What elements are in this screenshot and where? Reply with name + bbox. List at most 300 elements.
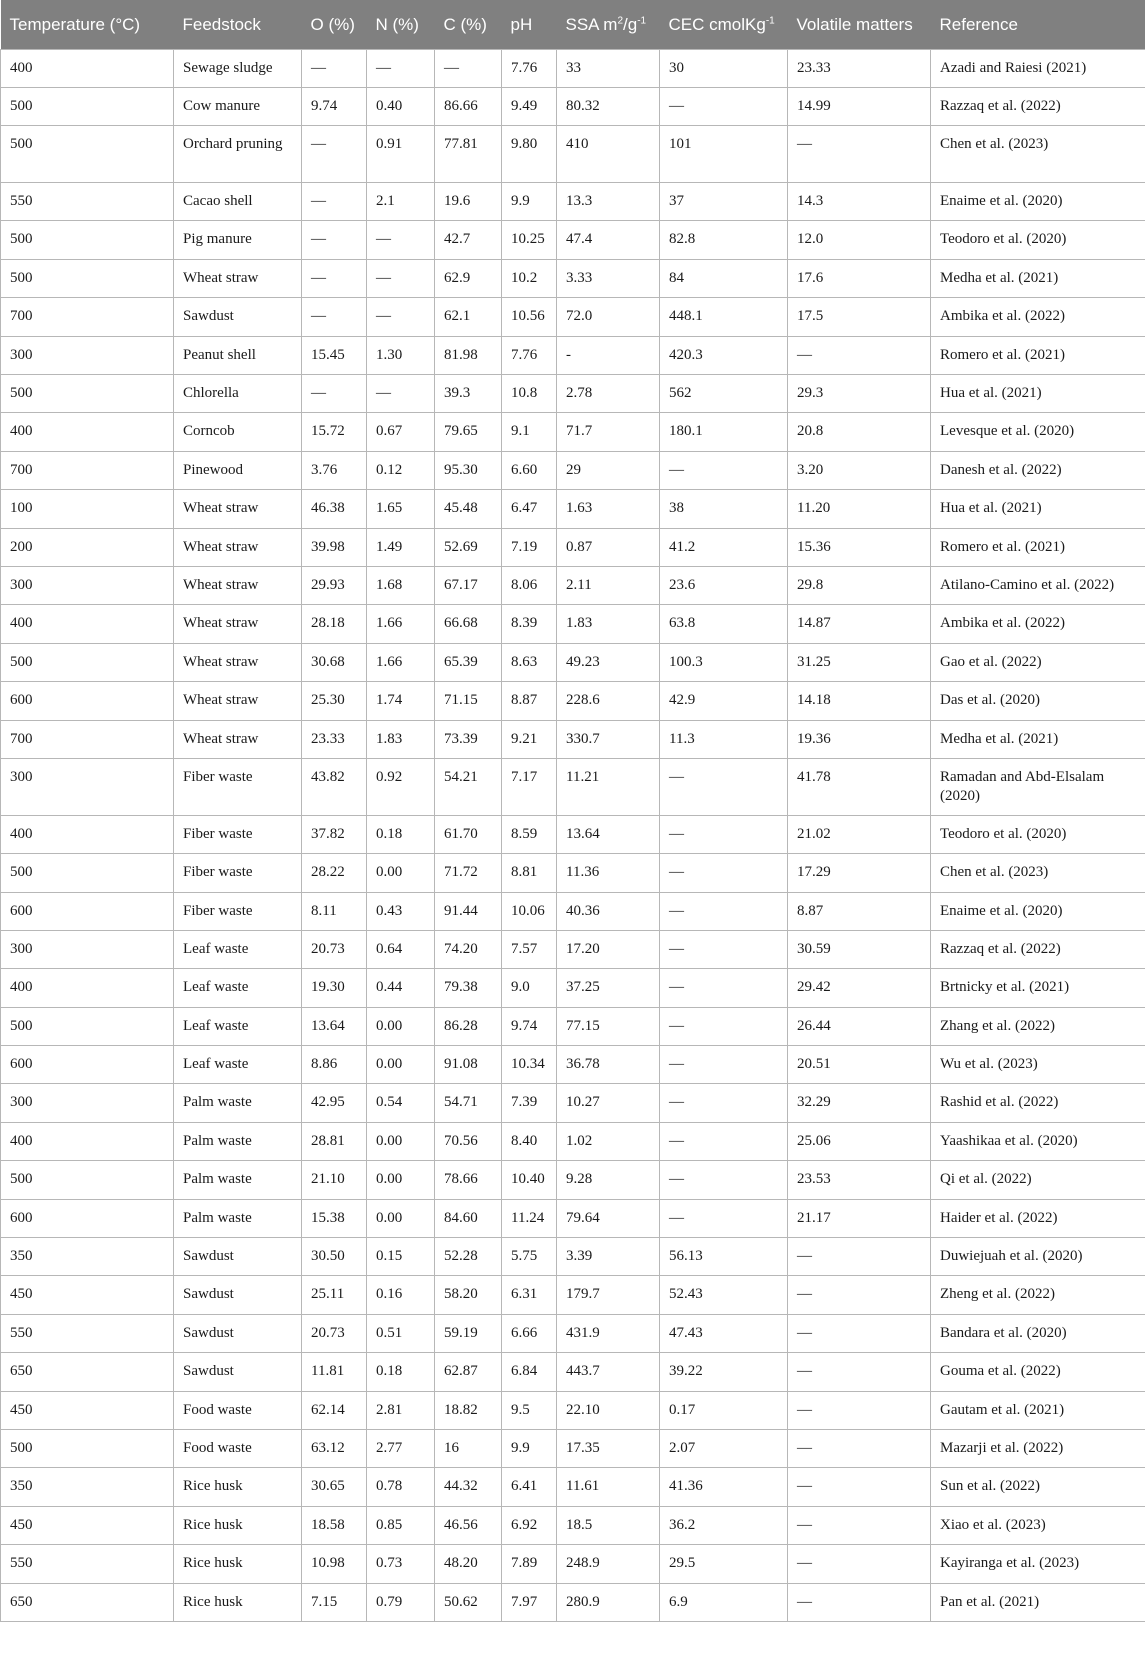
cell-temperature: 550	[1, 183, 174, 221]
cell-cec: 41.2	[660, 528, 788, 566]
cell-nitrogen: —	[367, 49, 435, 87]
cell-oxygen: 28.22	[302, 854, 367, 892]
cell-temperature: 500	[1, 259, 174, 297]
cell-temperature: 200	[1, 528, 174, 566]
cell-reference: Bandara et al. (2020)	[931, 1314, 1145, 1352]
cell-cec: —	[660, 815, 788, 853]
cell-ph: 9.5	[502, 1391, 557, 1429]
cell-ssa: 1.63	[557, 490, 660, 528]
cell-ssa: 17.20	[557, 930, 660, 968]
cell-ph: 9.74	[502, 1007, 557, 1045]
cell-oxygen: 37.82	[302, 815, 367, 853]
cell-carbon: 62.1	[435, 298, 502, 336]
cell-reference: Yaashikaa et al. (2020)	[931, 1122, 1145, 1160]
cell-reference: Zhang et al. (2022)	[931, 1007, 1145, 1045]
cell-volatile-matters: 14.99	[788, 87, 931, 125]
cell-carbon: 74.20	[435, 930, 502, 968]
cell-carbon: 79.65	[435, 413, 502, 451]
cell-oxygen: 8.11	[302, 892, 367, 930]
cell-oxygen: 28.18	[302, 605, 367, 643]
cell-feedstock: Chlorella	[174, 375, 302, 413]
cell-cec: —	[660, 1046, 788, 1084]
cell-ph: 6.41	[502, 1468, 557, 1506]
cell-ph: 6.31	[502, 1276, 557, 1314]
cell-ph: 8.87	[502, 682, 557, 720]
cell-oxygen: 10.98	[302, 1545, 367, 1583]
table-row	[1, 1353, 1145, 1391]
cell-ph: 10.40	[502, 1161, 557, 1199]
cell-cec: 562	[660, 375, 788, 413]
cell-ssa: 47.4	[557, 221, 660, 259]
cell-ssa: 79.64	[557, 1199, 660, 1237]
cell-feedstock: Leaf waste	[174, 1046, 302, 1084]
cell-oxygen: 19.30	[302, 969, 367, 1007]
cell-cec: 37	[660, 183, 788, 221]
cell-cec: 38	[660, 490, 788, 528]
cell-feedstock: Corncob	[174, 413, 302, 451]
cell-carbon: 77.81	[435, 126, 502, 183]
cell-ph: 8.40	[502, 1122, 557, 1160]
table-row	[1, 892, 1145, 930]
cell-volatile-matters: 26.44	[788, 1007, 931, 1045]
cell-nitrogen: 0.00	[367, 1199, 435, 1237]
cell-carbon: 50.62	[435, 1583, 502, 1621]
col-header-temperature: Temperature (°C)	[1, 0, 174, 49]
cell-carbon: 48.20	[435, 1545, 502, 1583]
cell-volatile-matters: 31.25	[788, 643, 931, 681]
cell-oxygen: 20.73	[302, 1314, 367, 1352]
cell-temperature: 400	[1, 413, 174, 451]
cell-ph: 9.9	[502, 183, 557, 221]
cell-temperature: 500	[1, 1007, 174, 1045]
cell-oxygen: 39.98	[302, 528, 367, 566]
table-row	[1, 259, 1145, 297]
cell-ph: 7.19	[502, 528, 557, 566]
cell-reference: Gouma et al. (2022)	[931, 1353, 1145, 1391]
table-row	[1, 1007, 1145, 1045]
cell-nitrogen: 1.74	[367, 682, 435, 720]
table-row	[1, 682, 1145, 720]
cell-nitrogen: 0.91	[367, 126, 435, 183]
table-row	[1, 854, 1145, 892]
cell-cec: 39.22	[660, 1353, 788, 1391]
cell-ssa: 18.5	[557, 1506, 660, 1544]
cell-nitrogen: 0.85	[367, 1506, 435, 1544]
cell-carbon: 58.20	[435, 1276, 502, 1314]
cell-ssa: 1.83	[557, 605, 660, 643]
cell-cec: 41.36	[660, 1468, 788, 1506]
cell-temperature: 300	[1, 336, 174, 374]
cell-nitrogen: 0.54	[367, 1084, 435, 1122]
cell-oxygen: 29.93	[302, 566, 367, 604]
cell-carbon: —	[435, 49, 502, 87]
cell-feedstock: Wheat straw	[174, 528, 302, 566]
cell-reference: Hua et al. (2021)	[931, 490, 1145, 528]
cell-reference: Kayiranga et al. (2023)	[931, 1545, 1145, 1583]
cell-carbon: 54.21	[435, 758, 502, 815]
table-row	[1, 375, 1145, 413]
cell-carbon: 91.44	[435, 892, 502, 930]
cell-cec: 84	[660, 259, 788, 297]
cell-feedstock: Rice husk	[174, 1545, 302, 1583]
cell-reference: Chen et al. (2023)	[931, 854, 1145, 892]
cell-ph: 10.8	[502, 375, 557, 413]
table-row	[1, 1084, 1145, 1122]
cell-ph: 6.66	[502, 1314, 557, 1352]
cell-temperature: 450	[1, 1506, 174, 1544]
table-row	[1, 566, 1145, 604]
cell-ph: 8.59	[502, 815, 557, 853]
cell-ssa: 37.25	[557, 969, 660, 1007]
cell-reference: Enaime et al. (2020)	[931, 183, 1145, 221]
cell-nitrogen: 1.68	[367, 566, 435, 604]
cell-ssa: 29	[557, 451, 660, 489]
cell-oxygen: 28.81	[302, 1122, 367, 1160]
cell-nitrogen: 0.12	[367, 451, 435, 489]
cell-nitrogen: 0.67	[367, 413, 435, 451]
cell-cec: 0.17	[660, 1391, 788, 1429]
cell-oxygen: —	[302, 126, 367, 183]
cell-ph: 6.84	[502, 1353, 557, 1391]
cell-feedstock: Wheat straw	[174, 605, 302, 643]
cell-reference: Mazarji et al. (2022)	[931, 1429, 1145, 1467]
table-row	[1, 815, 1145, 853]
cell-ph: 6.47	[502, 490, 557, 528]
cell-temperature: 400	[1, 969, 174, 1007]
cell-temperature: 600	[1, 682, 174, 720]
cell-nitrogen: 1.30	[367, 336, 435, 374]
table-row	[1, 1583, 1145, 1621]
cell-cec: —	[660, 1122, 788, 1160]
table-row	[1, 1391, 1145, 1429]
cell-feedstock: Rice husk	[174, 1583, 302, 1621]
cell-carbon: 52.69	[435, 528, 502, 566]
cell-oxygen: 15.72	[302, 413, 367, 451]
cell-ssa: 11.21	[557, 758, 660, 815]
cell-cec: —	[660, 892, 788, 930]
cell-reference: Razzaq et al. (2022)	[931, 930, 1145, 968]
table-row	[1, 1276, 1145, 1314]
cell-volatile-matters: —	[788, 1276, 931, 1314]
cell-ssa: 13.64	[557, 815, 660, 853]
cell-volatile-matters: —	[788, 1238, 931, 1276]
cell-ssa: 2.78	[557, 375, 660, 413]
cell-carbon: 19.6	[435, 183, 502, 221]
cell-temperature: 300	[1, 566, 174, 604]
cell-temperature: 700	[1, 451, 174, 489]
cell-volatile-matters: 20.51	[788, 1046, 931, 1084]
cell-reference: Brtnicky et al. (2021)	[931, 969, 1145, 1007]
cell-feedstock: Fiber waste	[174, 854, 302, 892]
table-row	[1, 1161, 1145, 1199]
cell-cec: 448.1	[660, 298, 788, 336]
cell-cec: 101	[660, 126, 788, 183]
cell-ssa: 9.28	[557, 1161, 660, 1199]
cell-temperature: 550	[1, 1545, 174, 1583]
cell-nitrogen: —	[367, 221, 435, 259]
cell-oxygen: 30.50	[302, 1238, 367, 1276]
cell-volatile-matters: —	[788, 126, 931, 183]
cell-feedstock: Pig manure	[174, 221, 302, 259]
cell-nitrogen: —	[367, 259, 435, 297]
cell-reference: Pan et al. (2021)	[931, 1583, 1145, 1621]
cell-ssa: 33	[557, 49, 660, 87]
cell-temperature: 300	[1, 930, 174, 968]
cell-oxygen: —	[302, 183, 367, 221]
cell-oxygen: 21.10	[302, 1161, 367, 1199]
cell-feedstock: Food waste	[174, 1391, 302, 1429]
table-row	[1, 183, 1145, 221]
cell-temperature: 500	[1, 854, 174, 892]
cell-nitrogen: 2.77	[367, 1429, 435, 1467]
cell-ph: 9.9	[502, 1429, 557, 1467]
col-header-cec: CEC cmolKg$^{-1}$	[660, 0, 788, 49]
cell-cec: 63.8	[660, 605, 788, 643]
cell-ssa: 36.78	[557, 1046, 660, 1084]
cell-ph: 7.17	[502, 758, 557, 815]
cell-ph: 6.60	[502, 451, 557, 489]
cell-carbon: 42.7	[435, 221, 502, 259]
table-row	[1, 413, 1145, 451]
cell-ssa: 80.32	[557, 87, 660, 125]
cell-cec: —	[660, 451, 788, 489]
cell-feedstock: Wheat straw	[174, 720, 302, 758]
cell-temperature: 500	[1, 87, 174, 125]
cell-reference: Haider et al. (2022)	[931, 1199, 1145, 1237]
cell-reference: Hua et al. (2021)	[931, 375, 1145, 413]
cell-feedstock: Fiber waste	[174, 815, 302, 853]
cell-temperature: 500	[1, 375, 174, 413]
cell-ssa: 11.36	[557, 854, 660, 892]
cell-ph: 8.63	[502, 643, 557, 681]
cell-temperature: 500	[1, 643, 174, 681]
cell-nitrogen: 0.79	[367, 1583, 435, 1621]
cell-ph: 10.34	[502, 1046, 557, 1084]
col-header-volatile-matters: Volatile matters	[788, 0, 931, 49]
cell-reference: Levesque et al. (2020)	[931, 413, 1145, 451]
cell-nitrogen: 2.81	[367, 1391, 435, 1429]
table-row	[1, 1046, 1145, 1084]
cell-oxygen: 25.30	[302, 682, 367, 720]
cell-carbon: 52.28	[435, 1238, 502, 1276]
cell-oxygen: 30.68	[302, 643, 367, 681]
cell-nitrogen: 0.40	[367, 87, 435, 125]
cell-nitrogen: 0.00	[367, 1122, 435, 1160]
cell-feedstock: Peanut shell	[174, 336, 302, 374]
cell-feedstock: Wheat straw	[174, 259, 302, 297]
cell-nitrogen: 1.66	[367, 643, 435, 681]
cell-volatile-matters: —	[788, 1583, 931, 1621]
cell-nitrogen: —	[367, 298, 435, 336]
cell-reference: Ambika et al. (2022)	[931, 605, 1145, 643]
cell-feedstock: Sawdust	[174, 1314, 302, 1352]
cell-ssa: 2.11	[557, 566, 660, 604]
cell-oxygen: 13.64	[302, 1007, 367, 1045]
cell-cec: —	[660, 1161, 788, 1199]
cell-volatile-matters: 21.02	[788, 815, 931, 853]
cell-nitrogen: 1.66	[367, 605, 435, 643]
cell-reference: Romero et al. (2021)	[931, 336, 1145, 374]
cell-nitrogen: 0.51	[367, 1314, 435, 1352]
cell-oxygen: 8.86	[302, 1046, 367, 1084]
cell-volatile-matters: 17.5	[788, 298, 931, 336]
cell-oxygen: 25.11	[302, 1276, 367, 1314]
cell-feedstock: Cacao shell	[174, 183, 302, 221]
cell-carbon: 59.19	[435, 1314, 502, 1352]
cell-feedstock: Sawdust	[174, 298, 302, 336]
table-row	[1, 87, 1145, 125]
cell-ssa: 11.61	[557, 1468, 660, 1506]
cell-feedstock: Pinewood	[174, 451, 302, 489]
cell-temperature: 400	[1, 49, 174, 87]
cell-oxygen: —	[302, 298, 367, 336]
cell-temperature: 600	[1, 892, 174, 930]
cell-carbon: 62.87	[435, 1353, 502, 1391]
table-row	[1, 298, 1145, 336]
cell-volatile-matters: —	[788, 1353, 931, 1391]
cell-ssa: 71.7	[557, 413, 660, 451]
cell-carbon: 81.98	[435, 336, 502, 374]
cell-nitrogen: 0.78	[367, 1468, 435, 1506]
cell-reference: Gautam et al. (2021)	[931, 1391, 1145, 1429]
cell-temperature: 700	[1, 298, 174, 336]
cell-ph: 9.21	[502, 720, 557, 758]
cell-carbon: 44.32	[435, 1468, 502, 1506]
cell-ph: 8.81	[502, 854, 557, 892]
cell-ph: 9.1	[502, 413, 557, 451]
cell-feedstock: Fiber waste	[174, 892, 302, 930]
col-header-nitrogen: N (%)	[367, 0, 435, 49]
cell-ssa: 330.7	[557, 720, 660, 758]
cell-nitrogen: 0.15	[367, 1238, 435, 1276]
cell-oxygen: 9.74	[302, 87, 367, 125]
cell-oxygen: 7.15	[302, 1583, 367, 1621]
cell-volatile-matters: —	[788, 1545, 931, 1583]
cell-reference: Chen et al. (2023)	[931, 126, 1145, 183]
col-header-ph: pH	[502, 0, 557, 49]
table-row	[1, 605, 1145, 643]
table-row	[1, 490, 1145, 528]
cell-ssa: 248.9	[557, 1545, 660, 1583]
cell-volatile-matters: 23.53	[788, 1161, 931, 1199]
cell-temperature: 500	[1, 1429, 174, 1467]
cell-cec: 180.1	[660, 413, 788, 451]
cell-reference: Medha et al. (2021)	[931, 259, 1145, 297]
cell-cec: —	[660, 87, 788, 125]
cell-volatile-matters: —	[788, 1468, 931, 1506]
cell-nitrogen: 0.00	[367, 854, 435, 892]
cell-reference: Ambika et al. (2022)	[931, 298, 1145, 336]
cell-feedstock: Sawdust	[174, 1238, 302, 1276]
cell-ph: 10.2	[502, 259, 557, 297]
cell-oxygen: 3.76	[302, 451, 367, 489]
cell-ssa: 410	[557, 126, 660, 183]
cell-cec: 11.3	[660, 720, 788, 758]
cell-oxygen: 11.81	[302, 1353, 367, 1391]
cell-feedstock: Sewage sludge	[174, 49, 302, 87]
cell-ssa: 49.23	[557, 643, 660, 681]
cell-oxygen: 30.65	[302, 1468, 367, 1506]
cell-carbon: 73.39	[435, 720, 502, 758]
cell-ph: 10.06	[502, 892, 557, 930]
table-row	[1, 720, 1145, 758]
cell-feedstock: Wheat straw	[174, 490, 302, 528]
header-row	[1, 0, 1145, 49]
cell-volatile-matters: 23.33	[788, 49, 931, 87]
cell-volatile-matters: 32.29	[788, 1084, 931, 1122]
cell-carbon: 67.17	[435, 566, 502, 604]
table-row	[1, 1468, 1145, 1506]
cell-feedstock: Palm waste	[174, 1084, 302, 1122]
cell-reference: Razzaq et al. (2022)	[931, 87, 1145, 125]
cell-feedstock: Sawdust	[174, 1276, 302, 1314]
cell-ssa: 17.35	[557, 1429, 660, 1467]
table-row	[1, 1429, 1145, 1467]
cell-volatile-matters: 8.87	[788, 892, 931, 930]
cell-nitrogen: 0.43	[367, 892, 435, 930]
cell-reference: Romero et al. (2021)	[931, 528, 1145, 566]
cell-reference: Qi et al. (2022)	[931, 1161, 1145, 1199]
cell-cec: 2.07	[660, 1429, 788, 1467]
table-row	[1, 1199, 1145, 1237]
cell-ssa: 1.02	[557, 1122, 660, 1160]
cell-volatile-matters: 14.87	[788, 605, 931, 643]
table-row	[1, 528, 1145, 566]
cell-nitrogen: 0.44	[367, 969, 435, 1007]
cell-carbon: 84.60	[435, 1199, 502, 1237]
cell-volatile-matters: 11.20	[788, 490, 931, 528]
cell-ssa: 22.10	[557, 1391, 660, 1429]
cell-temperature: 300	[1, 758, 174, 815]
cell-temperature: 400	[1, 1122, 174, 1160]
cell-volatile-matters: 17.29	[788, 854, 931, 892]
cell-oxygen: 20.73	[302, 930, 367, 968]
cell-volatile-matters: 3.20	[788, 451, 931, 489]
table-row	[1, 336, 1145, 374]
cell-feedstock: Rice husk	[174, 1468, 302, 1506]
cell-cec: —	[660, 930, 788, 968]
table-row	[1, 451, 1145, 489]
cell-volatile-matters: 20.8	[788, 413, 931, 451]
cell-nitrogen: —	[367, 375, 435, 413]
col-header-oxygen: O (%)	[302, 0, 367, 49]
cell-oxygen: —	[302, 49, 367, 87]
cell-ph: 5.75	[502, 1238, 557, 1276]
cell-carbon: 95.30	[435, 451, 502, 489]
cell-ssa: 3.33	[557, 259, 660, 297]
cell-nitrogen: 0.16	[367, 1276, 435, 1314]
cell-reference: Medha et al. (2021)	[931, 720, 1145, 758]
cell-volatile-matters: 12.0	[788, 221, 931, 259]
cell-nitrogen: 0.18	[367, 815, 435, 853]
cell-carbon: 79.38	[435, 969, 502, 1007]
cell-volatile-matters: 29.42	[788, 969, 931, 1007]
cell-volatile-matters: 29.3	[788, 375, 931, 413]
cell-reference: Gao et al. (2022)	[931, 643, 1145, 681]
cell-temperature: 600	[1, 1046, 174, 1084]
cell-reference: Atilano-Camino et al. (2022)	[931, 566, 1145, 604]
cell-feedstock: Rice husk	[174, 1506, 302, 1544]
cell-oxygen: —	[302, 375, 367, 413]
col-header-ssa: SSA $m^2/g^{-1}$	[557, 0, 660, 49]
cell-temperature: 600	[1, 1199, 174, 1237]
cell-oxygen: 15.45	[302, 336, 367, 374]
cell-volatile-matters: —	[788, 336, 931, 374]
cell-volatile-matters: 19.36	[788, 720, 931, 758]
cell-carbon: 78.66	[435, 1161, 502, 1199]
cell-ssa: 13.3	[557, 183, 660, 221]
cell-oxygen: 43.82	[302, 758, 367, 815]
